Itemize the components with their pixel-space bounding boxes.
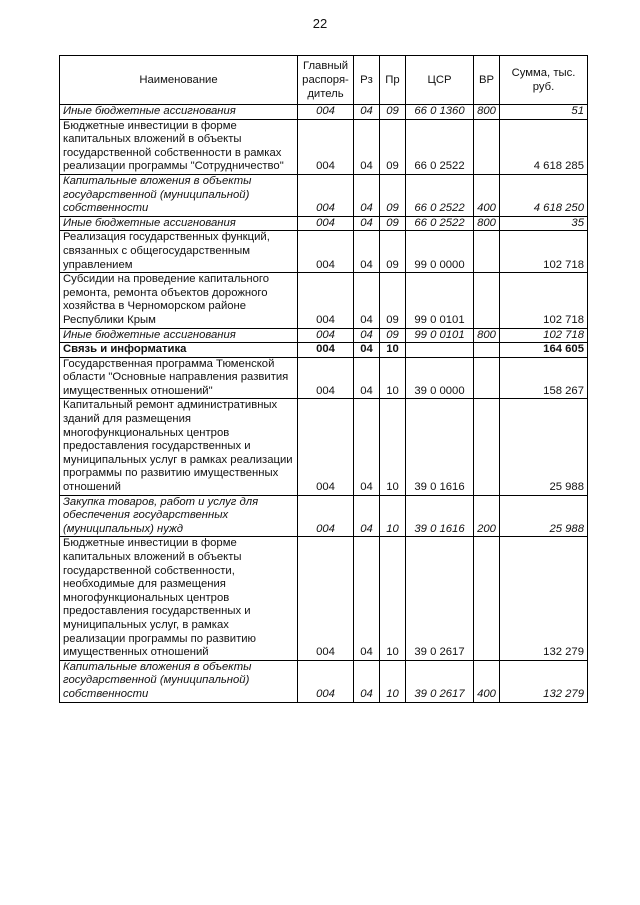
table-row — [60, 660, 588, 702]
table-body — [60, 105, 588, 703]
cell-vr — [474, 399, 500, 495]
cell-manager: 004 — [298, 216, 354, 231]
cell-name: Реализация государственных функций, связанных с общегосударственным управлением — [60, 231, 298, 273]
cell-name: Иные бюджетные ассигнования — [60, 328, 298, 343]
cell-manager: 004 — [298, 399, 354, 495]
cell-pr: 10 — [380, 660, 406, 702]
cell-manager: 004 — [298, 273, 354, 328]
cell-sum: 51 — [500, 105, 588, 120]
cell-sum: 25 988 — [500, 495, 588, 537]
cell-manager: 004 — [298, 328, 354, 343]
cell-manager: 004 — [298, 105, 354, 120]
cell-rz: 04 — [354, 119, 380, 174]
cell-pr: 10 — [380, 357, 406, 399]
cell-csr: 99 0 0101 — [406, 273, 474, 328]
cell-csr: 99 0 0000 — [406, 231, 474, 273]
cell-vr — [474, 343, 500, 358]
cell-rz: 04 — [354, 357, 380, 399]
table-row — [60, 216, 588, 231]
cell-pr: 09 — [380, 119, 406, 174]
cell-sum: 102 718 — [500, 231, 588, 273]
cell-manager: 004 — [298, 357, 354, 399]
cell-manager: 004 — [298, 174, 354, 216]
header-pr: Пр — [380, 56, 406, 105]
cell-sum: 132 279 — [500, 537, 588, 660]
budget-table — [59, 55, 588, 703]
cell-name: Иные бюджетные ассигнования — [60, 216, 298, 231]
cell-manager: 004 — [298, 343, 354, 358]
header-rz: Рз — [354, 56, 380, 105]
cell-csr: 66 0 1360 — [406, 105, 474, 120]
page-number: 22 — [312, 16, 328, 31]
cell-vr: 400 — [474, 660, 500, 702]
cell-pr: 09 — [380, 174, 406, 216]
cell-sum: 25 988 — [500, 399, 588, 495]
cell-manager: 004 — [298, 119, 354, 174]
cell-pr: 09 — [380, 105, 406, 120]
cell-rz: 04 — [354, 105, 380, 120]
cell-pr: 09 — [380, 328, 406, 343]
cell-rz: 04 — [354, 174, 380, 216]
cell-rz: 04 — [354, 537, 380, 660]
table-row — [60, 119, 588, 174]
cell-sum: 4 618 250 — [500, 174, 588, 216]
cell-pr: 10 — [380, 343, 406, 358]
cell-csr: 39 0 0000 — [406, 357, 474, 399]
cell-csr: 99 0 0101 — [406, 328, 474, 343]
table-row — [60, 328, 588, 343]
cell-vr — [474, 357, 500, 399]
cell-sum: 35 — [500, 216, 588, 231]
table-header-row — [60, 56, 588, 105]
cell-name: Государственная программа Тюменской области "Основные направления развития имущественных отношений" — [60, 357, 298, 399]
header-name: Наименование — [60, 56, 298, 105]
cell-csr: 66 0 2522 — [406, 174, 474, 216]
cell-csr: 39 0 2617 — [406, 537, 474, 660]
cell-rz: 04 — [354, 399, 380, 495]
cell-sum: 102 718 — [500, 328, 588, 343]
header-vr: ВР — [474, 56, 500, 105]
cell-pr: 09 — [380, 273, 406, 328]
cell-csr: 39 0 1616 — [406, 399, 474, 495]
cell-sum: 158 267 — [500, 357, 588, 399]
table-row — [60, 343, 588, 358]
cell-manager: 004 — [298, 660, 354, 702]
cell-manager: 004 — [298, 537, 354, 660]
cell-rz: 04 — [354, 660, 380, 702]
cell-rz: 04 — [354, 328, 380, 343]
cell-name: Бюджетные инвестиции в форме капитальных вложений в объекты государственной собственности, необходимые для размещения многофункциональных центров предоставления государственных и муниципальных услуг, в рамках реализации программы по развитию имущественных отношений — [60, 537, 298, 660]
cell-csr: 39 0 2617 — [406, 660, 474, 702]
cell-csr: 66 0 2522 — [406, 119, 474, 174]
cell-rz: 04 — [354, 495, 380, 537]
cell-csr: 66 0 2522 — [406, 216, 474, 231]
cell-sum: 102 718 — [500, 273, 588, 328]
cell-vr — [474, 119, 500, 174]
cell-name: Иные бюджетные ассигнования — [60, 105, 298, 120]
cell-vr: 400 — [474, 174, 500, 216]
cell-name: Капитальные вложения в объекты государственной (муниципальной) собственности — [60, 174, 298, 216]
table-row — [60, 537, 588, 660]
cell-pr: 10 — [380, 399, 406, 495]
table-row — [60, 105, 588, 120]
cell-csr: 39 0 1616 — [406, 495, 474, 537]
cell-name: Капитальный ремонт административных зданий для размещения многофункциональных центров предоставления государственных и муниципальных услуг в рамках реализации программы по развитию имущественных отношений — [60, 399, 298, 495]
header-manager: Главный распоря-дитель — [298, 56, 354, 105]
table-row — [60, 399, 588, 495]
cell-manager: 004 — [298, 495, 354, 537]
cell-pr: 10 — [380, 537, 406, 660]
header-csr: ЦСР — [406, 56, 474, 105]
cell-name: Бюджетные инвестиции в форме капитальных вложений в объекты государственной собственности в рамках реализации программы "Сотрудничество" — [60, 119, 298, 174]
cell-vr — [474, 273, 500, 328]
cell-name: Субсидии на проведение капитального ремонта, ремонта объектов дорожного хозяйства в Черноморском районе Республики Крым — [60, 273, 298, 328]
cell-rz: 04 — [354, 231, 380, 273]
cell-pr: 09 — [380, 216, 406, 231]
cell-vr: 200 — [474, 495, 500, 537]
cell-name: Связь и информатика — [60, 343, 298, 358]
cell-vr — [474, 231, 500, 273]
cell-vr: 800 — [474, 328, 500, 343]
cell-sum: 132 279 — [500, 660, 588, 702]
table-row — [60, 495, 588, 537]
cell-name: Капитальные вложения в объекты государственной (муниципальной) собственности — [60, 660, 298, 702]
cell-vr — [474, 537, 500, 660]
cell-rz: 04 — [354, 343, 380, 358]
cell-pr: 10 — [380, 495, 406, 537]
cell-manager: 004 — [298, 231, 354, 273]
table-row — [60, 174, 588, 216]
header-sum: Сумма, тыс. руб. — [500, 56, 588, 105]
cell-pr: 09 — [380, 231, 406, 273]
table-row — [60, 273, 588, 328]
cell-vr: 800 — [474, 105, 500, 120]
cell-name: Закупка товаров, работ и услуг для обеспечения государственных (муниципальных) нужд — [60, 495, 298, 537]
cell-rz: 04 — [354, 216, 380, 231]
cell-rz: 04 — [354, 273, 380, 328]
cell-sum: 164 605 — [500, 343, 588, 358]
cell-csr — [406, 343, 474, 358]
table-row — [60, 357, 588, 399]
cell-sum: 4 618 285 — [500, 119, 588, 174]
table-row — [60, 231, 588, 273]
cell-vr: 800 — [474, 216, 500, 231]
